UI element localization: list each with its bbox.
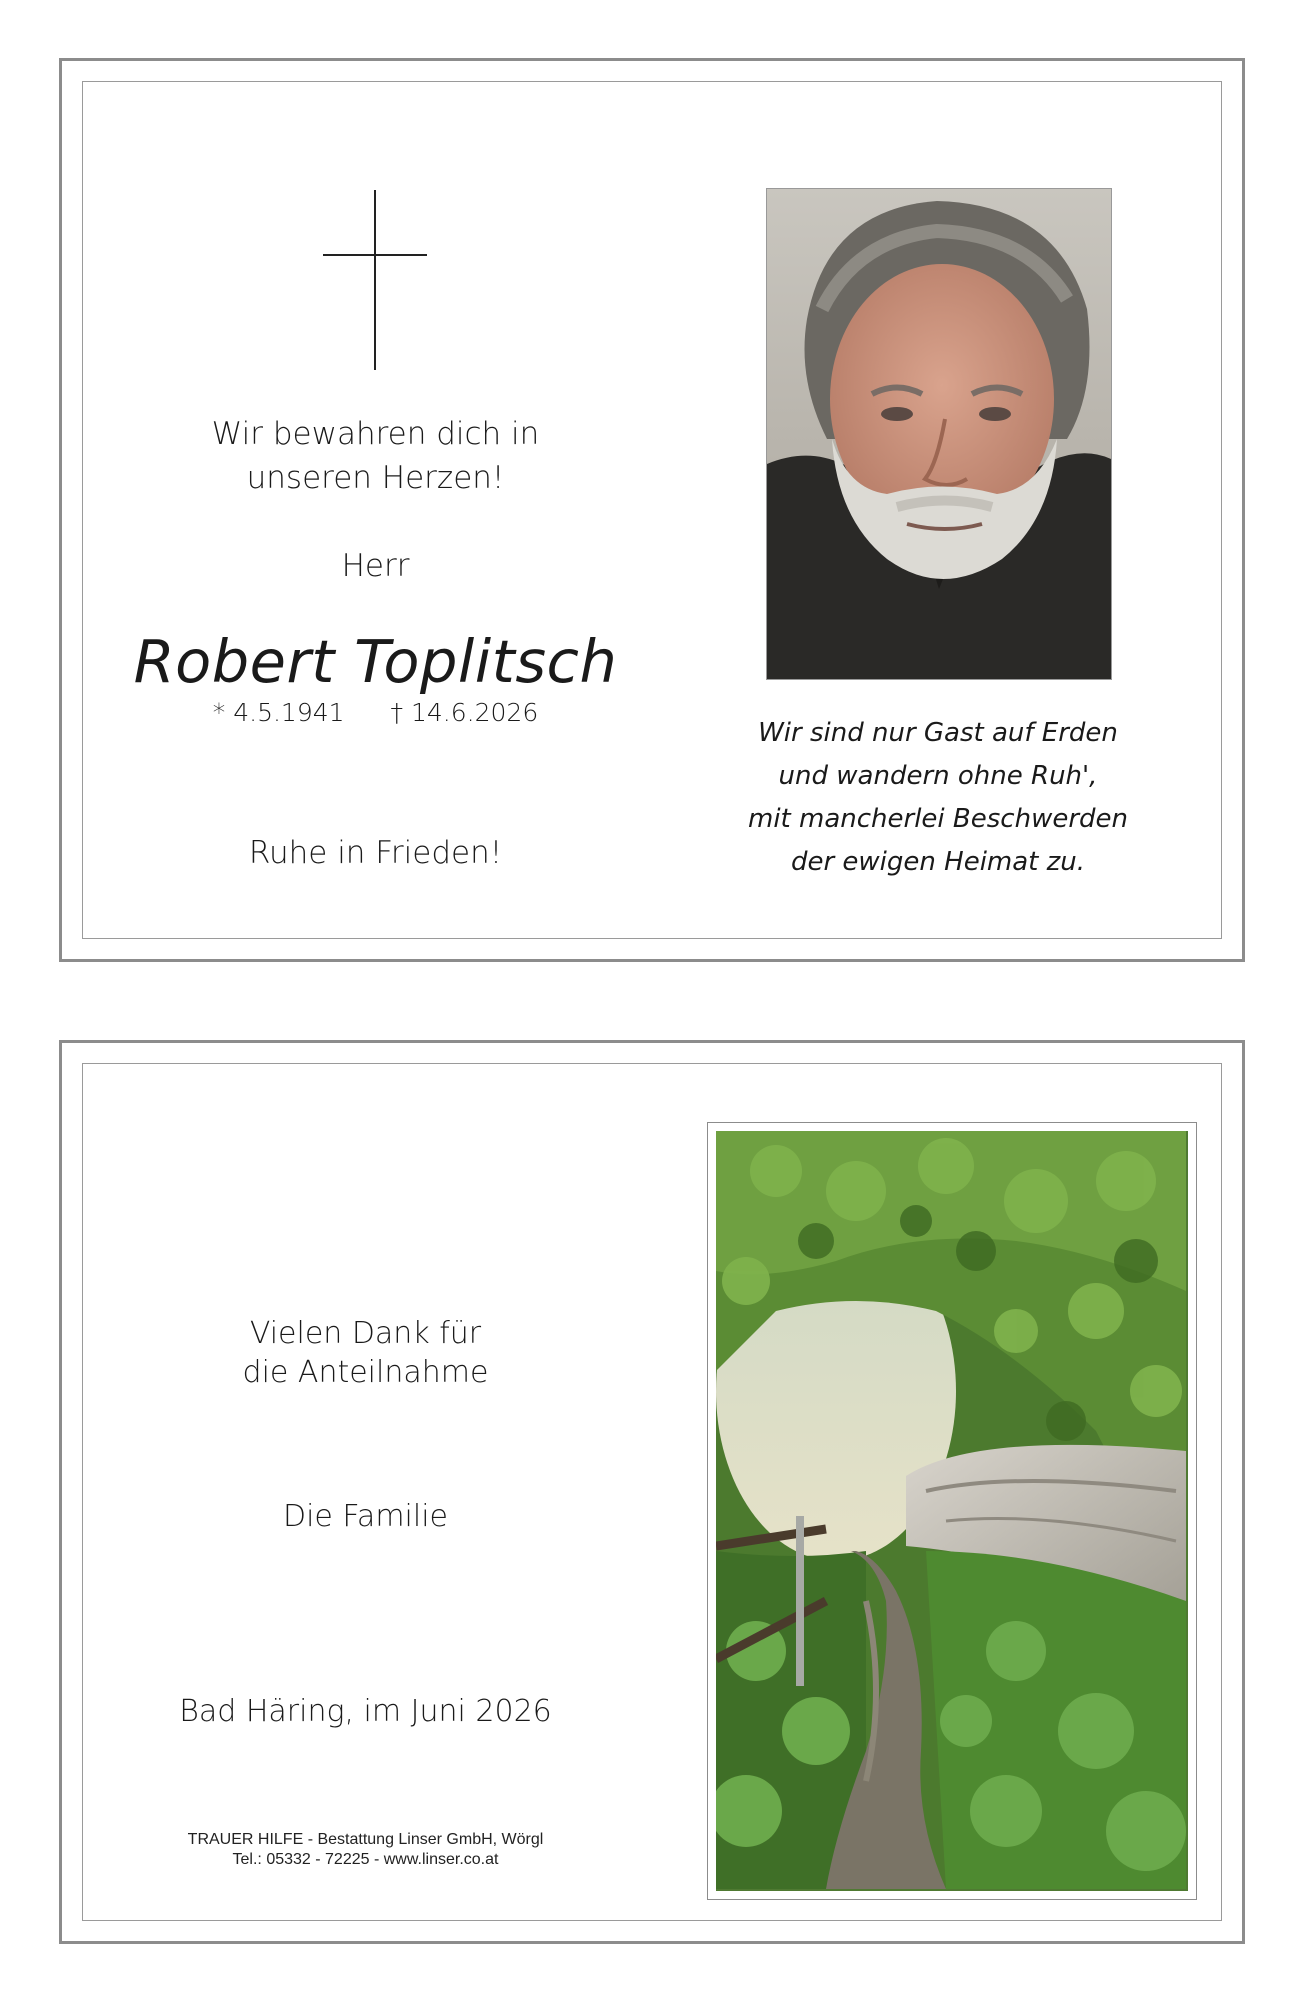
closing-phrase: Ruhe in Frieden! [248,835,503,871]
forest-path-photo [716,1131,1188,1891]
motto-line-2: unseren Herzen! [246,460,505,496]
undertaker-contact: Tel.: 05332 - 72225 - www.linser.co.at [232,1851,499,1868]
poem [703,712,1173,884]
thanks-line-2: die Anteilnahme [242,1355,489,1390]
life-dates [143,698,608,727]
undertaker-name: TRAUER HILFE - Bestattung Linser GmbH, Wörgl [187,1831,544,1848]
motto-line-1: Wir bewahren dich in [211,416,540,452]
back-card [59,1040,1245,1944]
poem-line-1: Wir sind nur Gast auf Erden [758,718,1118,748]
death-date: † 14.6.2026 [390,698,539,727]
front-card [59,58,1245,962]
front-card-inner-border [82,81,1222,939]
thanks-line-1: Vielen Dank für [249,1316,482,1351]
salutation: Herr [341,548,410,584]
portrait-photo [766,188,1112,680]
back-card-inner-border [82,1063,1222,1921]
poem-line-4: der ewigen Heimat zu. [790,847,1086,877]
birth-date: * 4.5.1941 [212,698,345,727]
poem-line-3: mit mancherlei Beschwerden [748,804,1128,834]
motto [143,412,608,500]
nature-photo-frame [707,1122,1197,1900]
family-signature: Die Familie [283,1499,448,1534]
thanks-text [133,1314,598,1392]
poem-line-2: und wandern ohne Ruh', [778,761,1098,791]
place-and-date: Bad Häring, im Juni 2026 [179,1694,552,1729]
deceased-name: Robert Toplitsch [133,627,618,696]
cross-icon [323,190,427,370]
undertaker-info [133,1830,598,1870]
